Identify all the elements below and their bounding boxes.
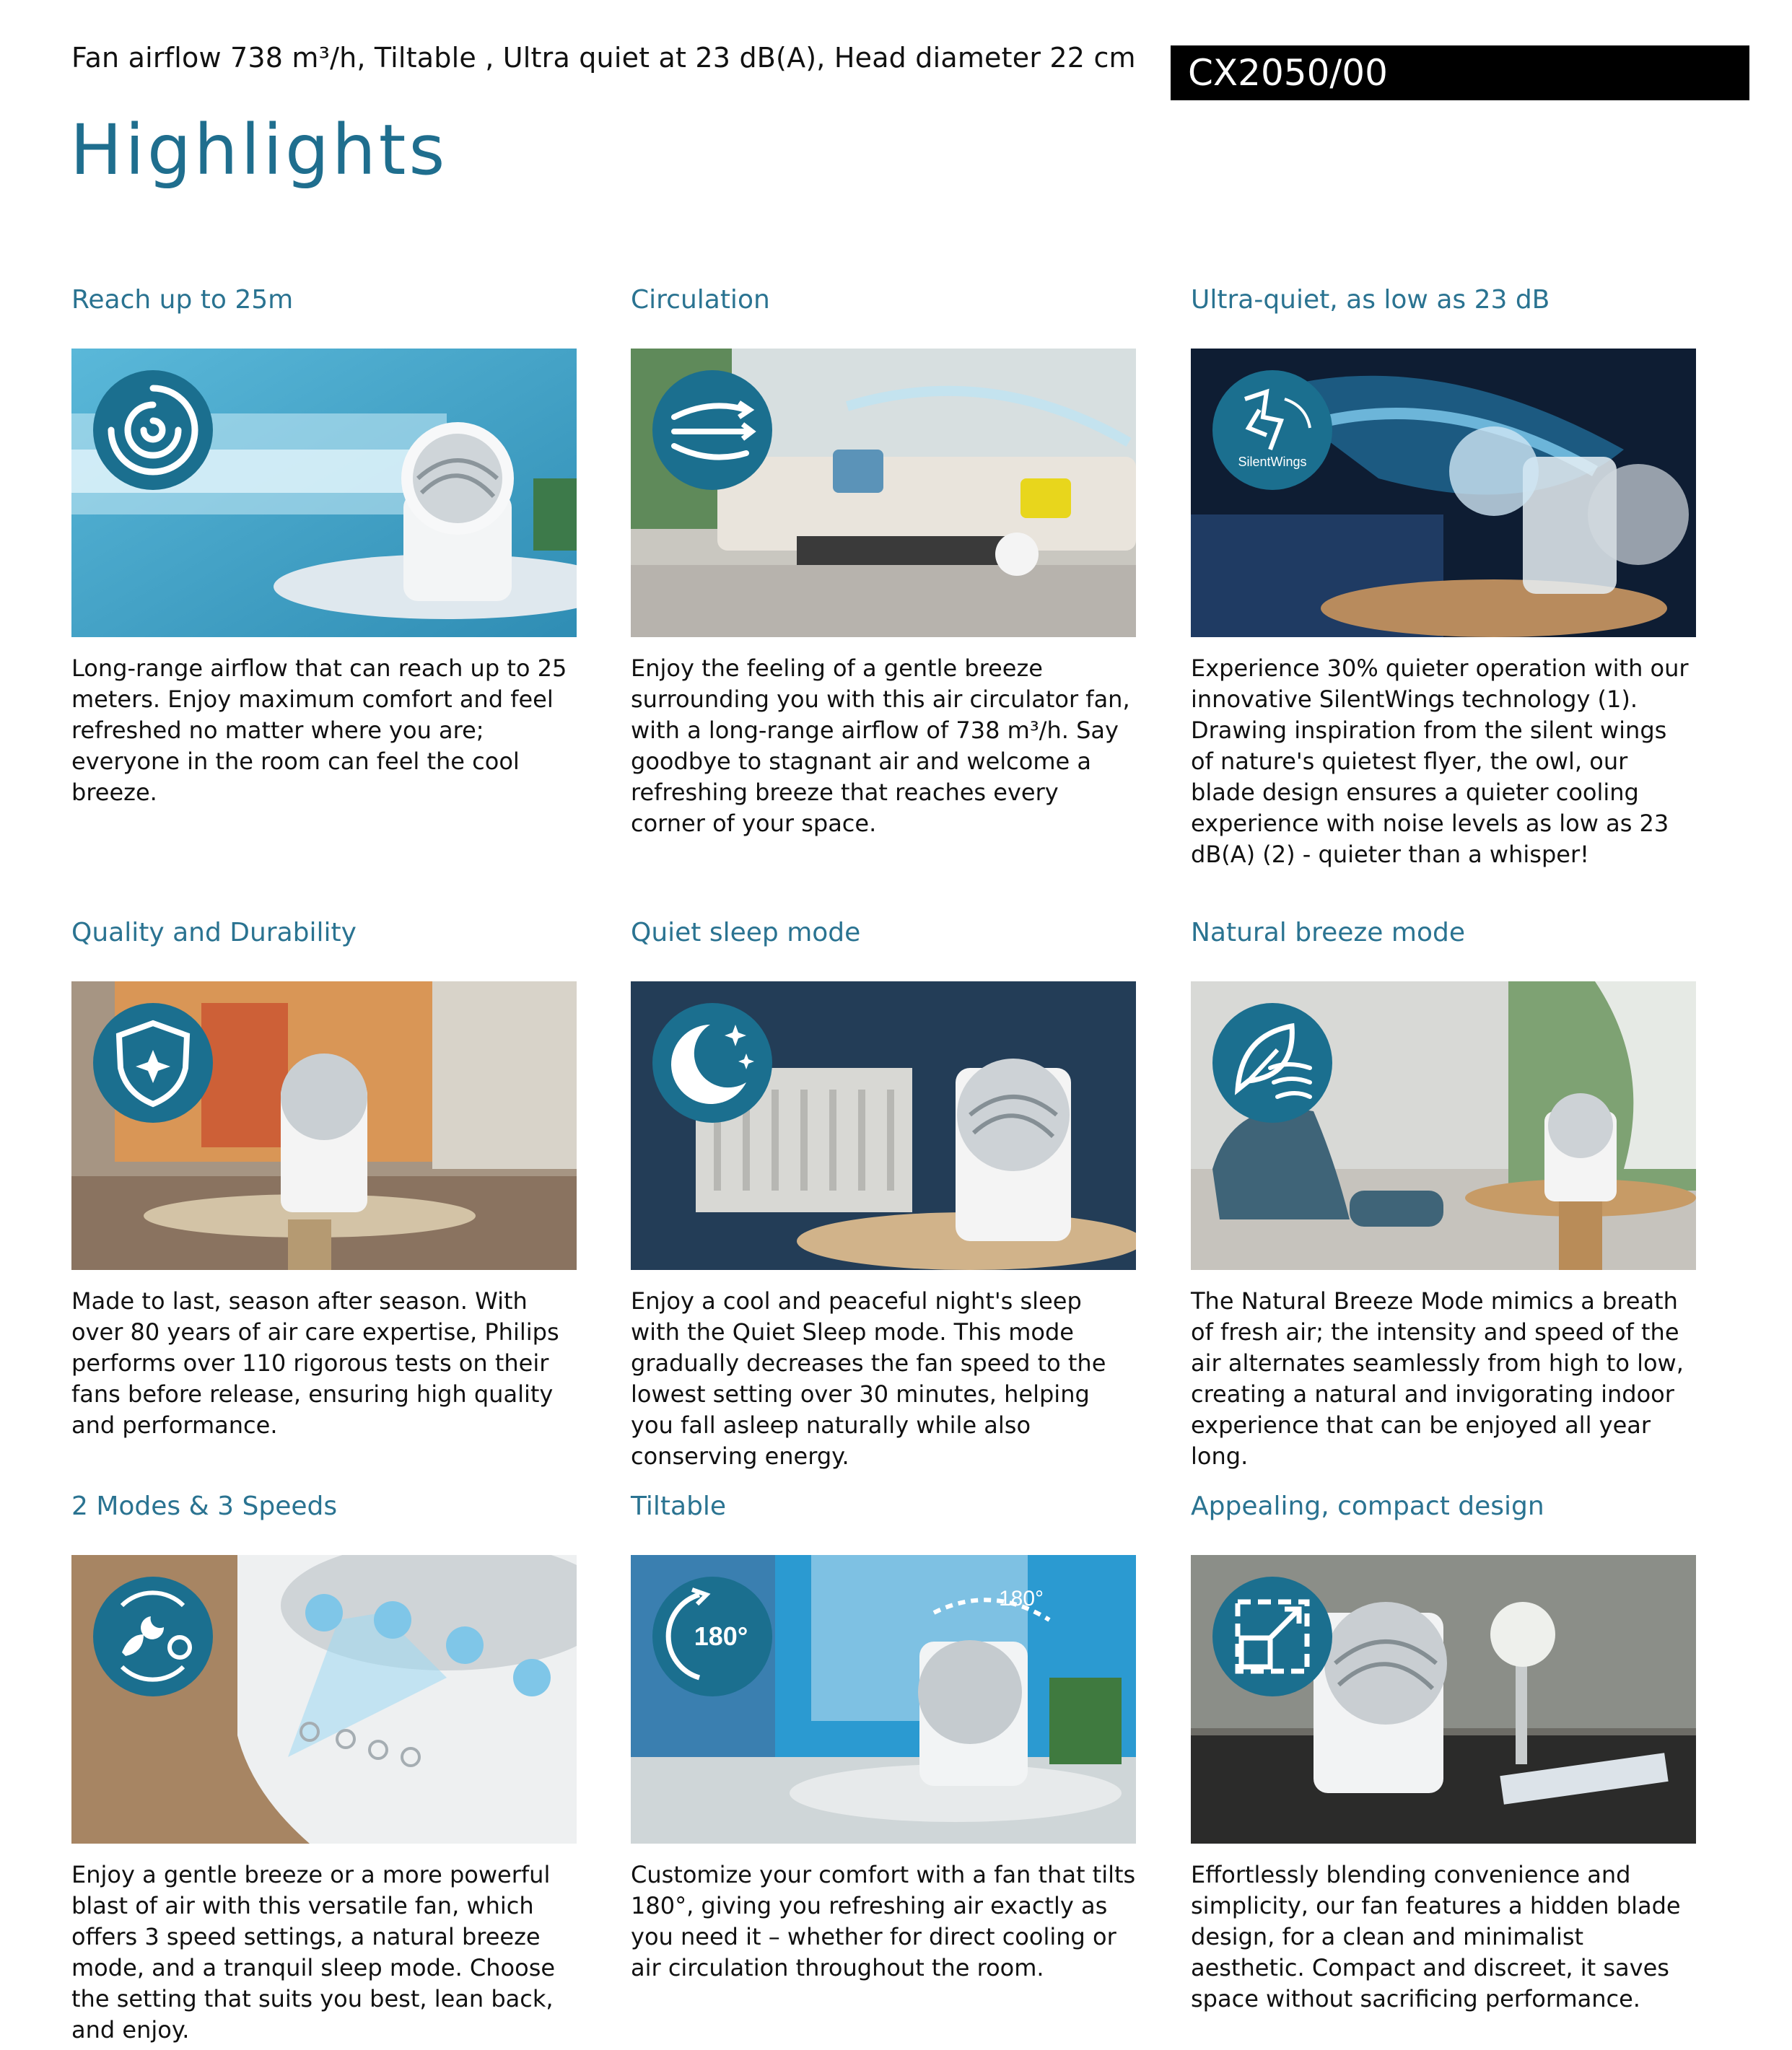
feature-modes-speeds — [71, 1491, 577, 2044]
feature-title: Circulation — [631, 285, 770, 315]
feature-description: Enjoy a gentle breeze or a more powerful blast of air with this versatile fan, which offers 3 speed settings, a natural breeze mode, and a tranquil sleep mode. Choose the setting that suits you best, lean back, and enjoy. — [71, 1861, 556, 2044]
feature-title: Appealing, compact design — [1191, 1491, 1544, 1521]
feature-description: Enjoy the feeling of a gentle breeze surrounding you with this air circulator fan, with a long-range airflow of 738 m³/h. Say goodbye to stagnant air and welcome a refreshing breeze that reaches every corner of your space. — [631, 654, 1130, 837]
feature-description: Long-range airflow that can reach up to 25 meters. Enjoy maximum comfort and feel refreshed no matter where you are; everyone in the room can feel the cool breeze. — [71, 654, 567, 806]
feature-description: Experience 30% quieter operation with our innovative SilentWings technology (1). Drawing inspiration from the silent wings of nature's quietest flyer, the owl, our blade design ensures a quieter cooling experience with noise levels as low as 23 dB(A) (2) - quieter than a whisper! — [1191, 654, 1689, 868]
feature-description: The Natural Breeze Mode mimics a breath of fresh air; the intensity and speed of the air alternates seamlessly from high to low, creating a natural and invigorating indoor experience that can be enjoyed all year long. — [1191, 1287, 1684, 1470]
feature-title: Reach up to 25m — [71, 285, 294, 315]
feature-title: 2 Modes & 3 Speeds — [71, 1491, 338, 1521]
feature-description: Enjoy a cool and peaceful night's sleep with the Quiet Sleep mode. This mode gradually decreases the fan speed to the lowest setting over 30 minutes, helping you fall asleep naturally while also conserving energy. — [631, 1287, 1106, 1470]
product-subtitle: Fan airflow 738 m³/h, Tiltable , Ultra quiet at 23 dB(A), Head diameter 22 cm — [71, 42, 1136, 74]
feature-image-quality — [71, 981, 577, 1270]
compact-resize-icon — [1212, 1577, 1332, 1696]
tilt-180-icon — [652, 1577, 772, 1696]
feature-description: Effortlessly blending convenience and simplicity, our fan features a hidden blade design, for a clean and minimalist aesthetic. Compact and discreet, it saves space without sacrificing performance. — [1191, 1861, 1681, 2012]
feature-sleep-mode — [631, 918, 1136, 1470]
feature-title: Ultra-quiet, as low as 23 dB — [1191, 285, 1550, 315]
shield-sparkle-icon — [93, 1003, 213, 1123]
feature-circulation — [631, 285, 1136, 837]
feature-image-ultra-quiet — [1191, 349, 1696, 637]
feature-reach — [71, 285, 577, 806]
leaf-wind-icon — [1212, 1003, 1332, 1123]
airflow-swirl-icon — [93, 370, 213, 490]
circulation-arrows-icon — [652, 370, 772, 490]
modes-speeds-icon — [93, 1577, 213, 1696]
feature-description: Made to last, season after season. With over 80 years of air care expertise, Philips performs over 110 rigorous tests on their fans before release, ensuring high quality and performance. — [71, 1287, 559, 1439]
feature-image-compact-design — [1191, 1555, 1696, 1844]
feature-image-sleep-mode — [631, 981, 1136, 1270]
silentwings-label: SilentWings — [1238, 455, 1307, 469]
feature-image-tiltable — [631, 1555, 1136, 1844]
feature-natural-breeze — [1191, 918, 1696, 1470]
tilt-angle-label: 180° — [999, 1587, 1044, 1611]
feature-compact-design — [1191, 1491, 1696, 2012]
silentwings-owl-icon — [1212, 370, 1332, 490]
feature-quality — [71, 918, 577, 1439]
feature-ultra-quiet — [1191, 285, 1696, 868]
feature-image-modes-speeds — [71, 1555, 577, 1844]
page-title: Highlights — [70, 110, 448, 190]
moon-stars-icon — [652, 1003, 772, 1123]
feature-tiltable — [631, 1491, 1136, 1981]
feature-image-reach — [71, 349, 577, 637]
feature-title: Natural breeze mode — [1191, 918, 1465, 947]
tilt-icon-label: 180° — [694, 1621, 748, 1651]
feature-title: Quality and Durability — [71, 918, 357, 947]
feature-description: Customize your comfort with a fan that tilts 180°, giving you refreshing air exactly as you need it – whether for direct cooling or air circulation throughout the room. — [631, 1861, 1136, 1981]
feature-image-circulation — [631, 349, 1136, 637]
feature-image-natural-breeze — [1191, 981, 1696, 1270]
model-number-badge: CX2050/00 — [1171, 45, 1749, 100]
feature-title: Quiet sleep mode — [631, 918, 861, 947]
feature-title: Tiltable — [631, 1491, 727, 1521]
